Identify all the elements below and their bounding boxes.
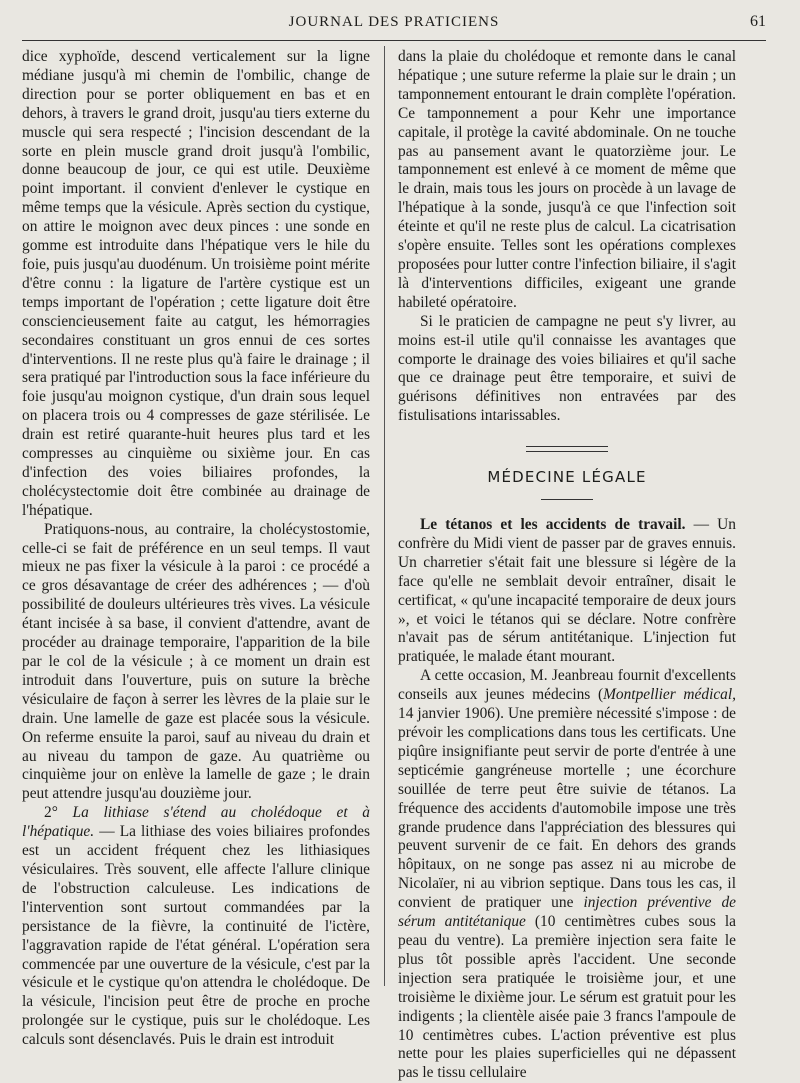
paragraph-text: (10 centimètres cubes sous la peau du ventre). La première injection sera faite le plus tôt possible après l'accident. Une seconde injection sera pratiquée le troisième jour, et une troisième le dixième jour. Le sérum est gratuit pour les indigents ; la clientèle aisée paie 3 francs l'ampoule de 10 centimètres cubes. L'action préventive est plus nette pour les plaies superficielles qui ne dépassent pas le tissu cellulaire [398,913,736,1082]
column-separator [384,46,385,986]
section-title: MÉDECINE LÉGALE [487,468,647,487]
citation-title: Montpellier médical, [603,686,737,704]
right-paragraph-3 [398,516,736,667]
left-column [22,48,370,1050]
paragraph-text: 14 janvier 1906). Une première nécessité s'impose : de prévoir les complications dans tous les certificats. Une piqûre insignifiante peut servir de porte d'entrée à une septicémie gangréneuse mortelle ; une écorchure souillée de terre peut être suivie de tétanos. La fréquence des accidents d'automobile impose une très grande prudence dans l'appréciation des blessures qui peuvent survenir de ce fait. En dehors des grands hôpitaux, on ne songe pas assez ni au microbe de Nicolaïer, ni au vibrion septique. Dans tous les cas, il convient de pratiquer une [398,705,736,912]
section-double-rule [526,446,608,452]
right-paragraph-4 [398,667,736,1083]
page-number: 61 [750,13,766,30]
paragraph-text: A cette occasion, M. Jeanbreau fournit d'excellents conseils aux jeunes médecins ( [398,667,736,704]
right-column [398,48,736,1083]
italic-subheading: La lithiase s'étend au cholédoque et à l'hépatique. [22,804,370,841]
header-rule [22,40,766,41]
running-header [22,10,766,34]
right-paragraph-1: dans la plaie du cholédoque et remonte dans le canal hépatique ; une suture referme la plaie sur le drain ; un tamponnement entourant le drain complète l'opération. Ce tamponnement a pour Kehr une importance capitale, il protège la cavité abdominale. On ne touche pas au pansement avant le quatorzième jour. Le tamponnement est enlevé à ce moment de même que le drain, mais tous les jours on procède à un lavage de l'hépatique à la sonde, jusqu'à ce que l'infection soit éteinte et qu'il ne reste plus de calcul. La cicatrisation s'opère ensuite. Telles sont les opérations complexes proposées pour lutter contre l'infection biliaire, il s'agit là d'interventions difficiles, exigeant une grande habileté opératoire. [398,48,736,311]
journal-title: JOURNAL DES PRATICIENS [288,14,500,30]
section-rule [541,499,593,500]
italic-term: injection préventive de sérum antitétanique [398,894,736,931]
article-heading: Le tétanos et les accidents de travail. [420,516,686,534]
left-paragraph-1: dice xyphoïde, descend verticalement sur la ligne médiane jusqu'à mi chemin de l'ombilic, change de direction pour se porter obliquement en bas et en dehors, à travers le grand droit, jusqu'au tiers externe du muscle qui sera respecté ; l'incision descendant de la sorte en plein muscle grand droit jusqu'à l'ombilic, donne beaucoup de jour, ce qui est utile. Deuxième point important. il convient d'enlever le cystique en même temps que la vésicule. Après section du cystique, on attire le moignon avec deux pinces : une sonde en gomme est introduite dans l'hépatique vers le hile du foie, puis jusqu'au duodénum. Un troisième point mérite d'être connu : la ligature de l'artère cystique est un temps important de l'opération ; cette ligature doit être consciencieusement faite au catgut, les hémorragies secondaires constituant un gros ennui de ces sortes d'interventions. Il ne reste plus qu'à faire le drainage ; il sera pratiqué par l'introduction sous la face inférieure du foie jusqu'au moignon cystique, d'un drain sous lequel on placera trois ou 4 compresses de gaze stérilisée. Le drain est retiré quarante-huit heures plus tard et les compresses au cinquième ou sixième jour. En cas d'infection des voies biliaires profondes, la cholécystectomie doit être combinée au drainage de l'hépatique. [22,48,370,519]
right-paragraph-2: Si le praticien de campagne ne peut s'y livrer, au moins est-il utile qu'il connaisse les avantages que comporte le drainage des voies biliaires et qu'il sache que ce drainage peut être temporaire, et suivi de guérisons définitives non entravées par des fistulisations intarissables. [398,312,736,425]
paragraph-text: — La lithiase des voies biliaires profondes est un accident fréquent chez les lithiasiques vésiculaires. Très souvent, elle affecte l'allure clinique de l'obstruction calculeuse. Les indications de l'intervention sont surtout commandées par la persistance de la fièvre, la continuité de l'ictère, l'aggravation rapide de l'état général. L'opération sera commencée par une ouverture de la vésicule, c'est par la vésicule et le cystique qu'on attendra le cholédoque. De la vésicule, l'incision peut être de proche en proche prolongée sur le cystique, puis sur le cholédoque. Les calculs sont désenclavés. Puis le drain est introduit [22,823,370,1049]
paragraph-number: 2° [44,804,58,822]
left-paragraph-2: Pratiquons-nous, au contraire, la cholécystostomie, celle-ci se fait de préférence en un seul temps. Il vaut mieux ne pas fixer la vésicule à la paroi : ce procédé a ce gros désavantage de créer des adhérences ; — d'où possibilité de douleurs ultérieures très vives. La vésicule étant incisée à sa base, il convient d'attendre, avant de procéder au drainage temporaire, l'apparition de la bile par le col de la vésicule ; à ce moment un drain est introduit dans l'ouverture, puis on suture la brèche vésiculaire de façon à serrer les lèvres de la plaie sur le drain. Une lamelle de gaze est placée sous la vésicule. On referme ensuite la paroi, sauf au niveau du drain et au niveau du tampon de gaze. Au quatrième ou cinquième jour on enlève la lamelle de gaze ; le drain peut attendre jusqu'au douzième jour. [22,520,370,803]
paragraph-text: — Un confrère du Midi vient de passer par de graves ennuis. Un charretier s'était fait une blessure si légère de la face qu'elle ne semblait devoir entraîner, disait le certificat, « qu'une incapacité temporaire de deux jours », et voici le tétanos qui se déclare. Notre confrère n'avait pas de sérum antitétanique. L'injection fut pratiquée, le malade étant mourant. [398,516,736,666]
left-paragraph-3 [22,804,370,1050]
